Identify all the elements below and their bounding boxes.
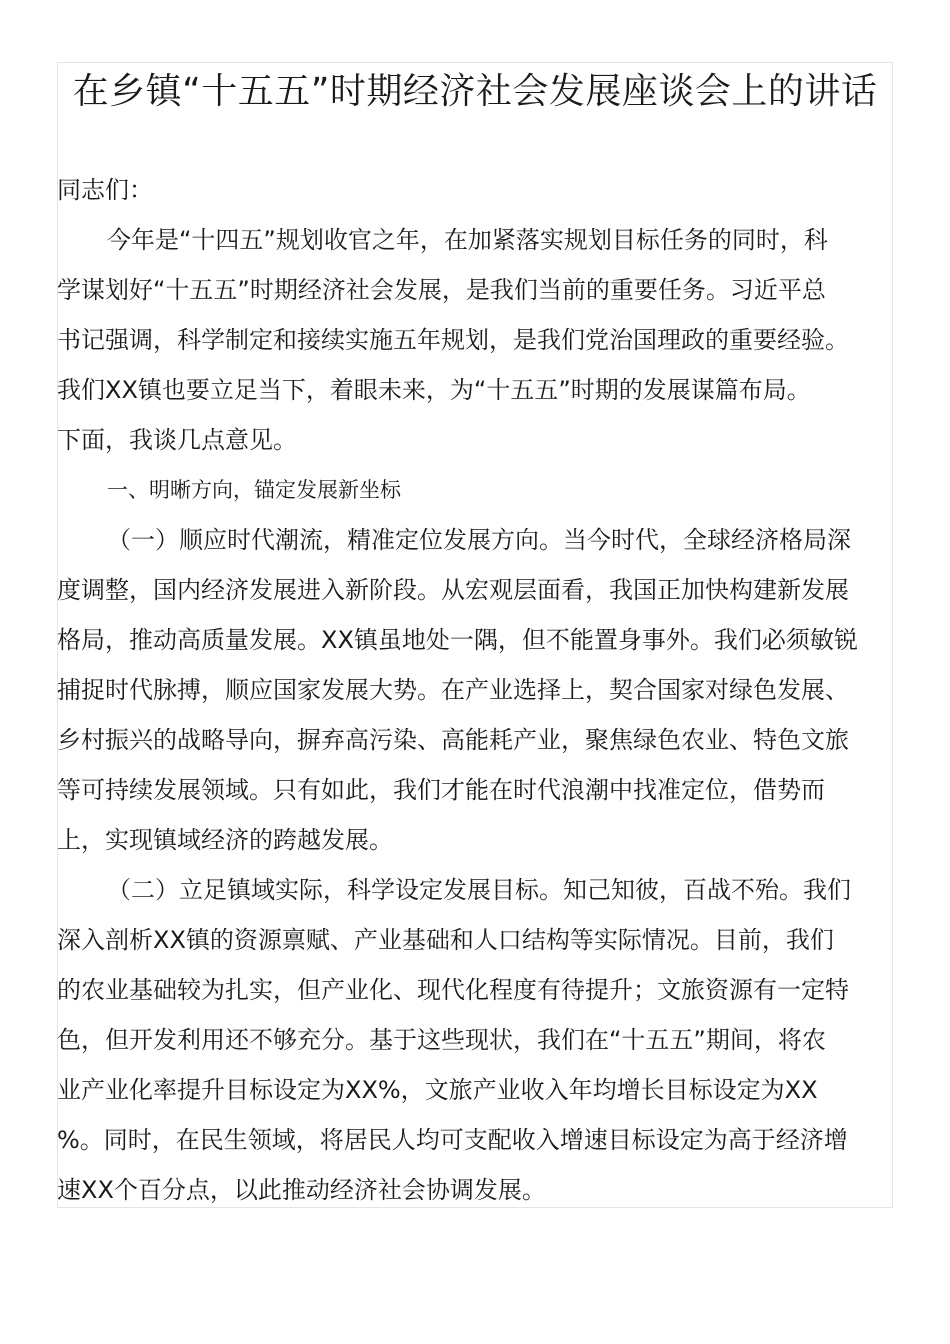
paragraph-line: 下面，我谈几点意见。 [57,426,297,454]
paragraph-line: 速XX个百分点，以此推动经济社会协调发展。 [57,1176,546,1204]
paragraph-line: 色，但开发利用还不够充分。基于这些现状，我们在“十五五”期间，将农 [57,1026,826,1054]
paragraph-line: 捕捉时代脉搏，顺应国家发展大势。在产业选择上，契合国家对绿色发展、 [57,676,849,704]
paragraph-line: 业产业化率提升目标设定为XX%，文旅产业收入年均增长目标设定为XX [57,1076,818,1104]
paragraph-line: 书记强调，科学制定和接续实施五年规划，是我们党治国理政的重要经验。 [57,326,849,354]
paragraph-line: （二）立足镇域实际，科学设定发展目标。知己知彼，百战不殆。我们 [107,876,851,904]
document-title: 在乡镇“十五五”时期经济社会发展座谈会上的讲话 [72,71,878,112]
section-heading: 一、明晰方向，锚定发展新坐标 [107,478,401,502]
paragraph-line: 等可持续发展领域。只有如此，我们才能在时代浪潮中找准定位，借势而 [57,776,825,804]
paragraph-line: （一）顺应时代潮流，精准定位发展方向。当今时代，全球经济格局深 [107,526,851,554]
document-body [57,165,893,1215]
paragraph-line: %。同时，在民生领域，将居民人均可支配收入增速目标设定为高于经济增 [57,1126,848,1154]
salutation: 同志们： [57,176,153,204]
paragraph-line: 乡村振兴的战略导向，摒弃高污染、高能耗产业，聚焦绿色农业、特色文旅 [57,726,849,754]
paragraph-line: 上，实现镇域经济的跨越发展。 [57,826,393,854]
paragraph-line: 格局，推动高质量发展。XX镇虽地处一隅，但不能置身事外。我们必须敏锐 [57,626,858,654]
paragraph-line: 的农业基础较为扎实，但产业化、现代化程度有待提升；文旅资源有一定特 [57,976,849,1004]
paragraph-line: 学谋划好“十五五”时期经济社会发展，是我们当前的重要任务。习近平总 [57,276,826,304]
paragraph-line: 今年是“十四五”规划收官之年，在加紧落实规划目标任务的同时，科 [107,226,828,254]
paragraph-line: 度调整，国内经济发展进入新阶段。从宏观层面看，我国正加快构建新发展 [57,576,849,604]
paragraph-line: 我们XX镇也要立足当下，着眼未来，为“十五五”时期的发展谋篇布局。 [57,376,811,404]
paragraph-line: 深入剖析XX镇的资源禀赋、产业基础和人口结构等实际情况。目前，我们 [57,926,834,954]
